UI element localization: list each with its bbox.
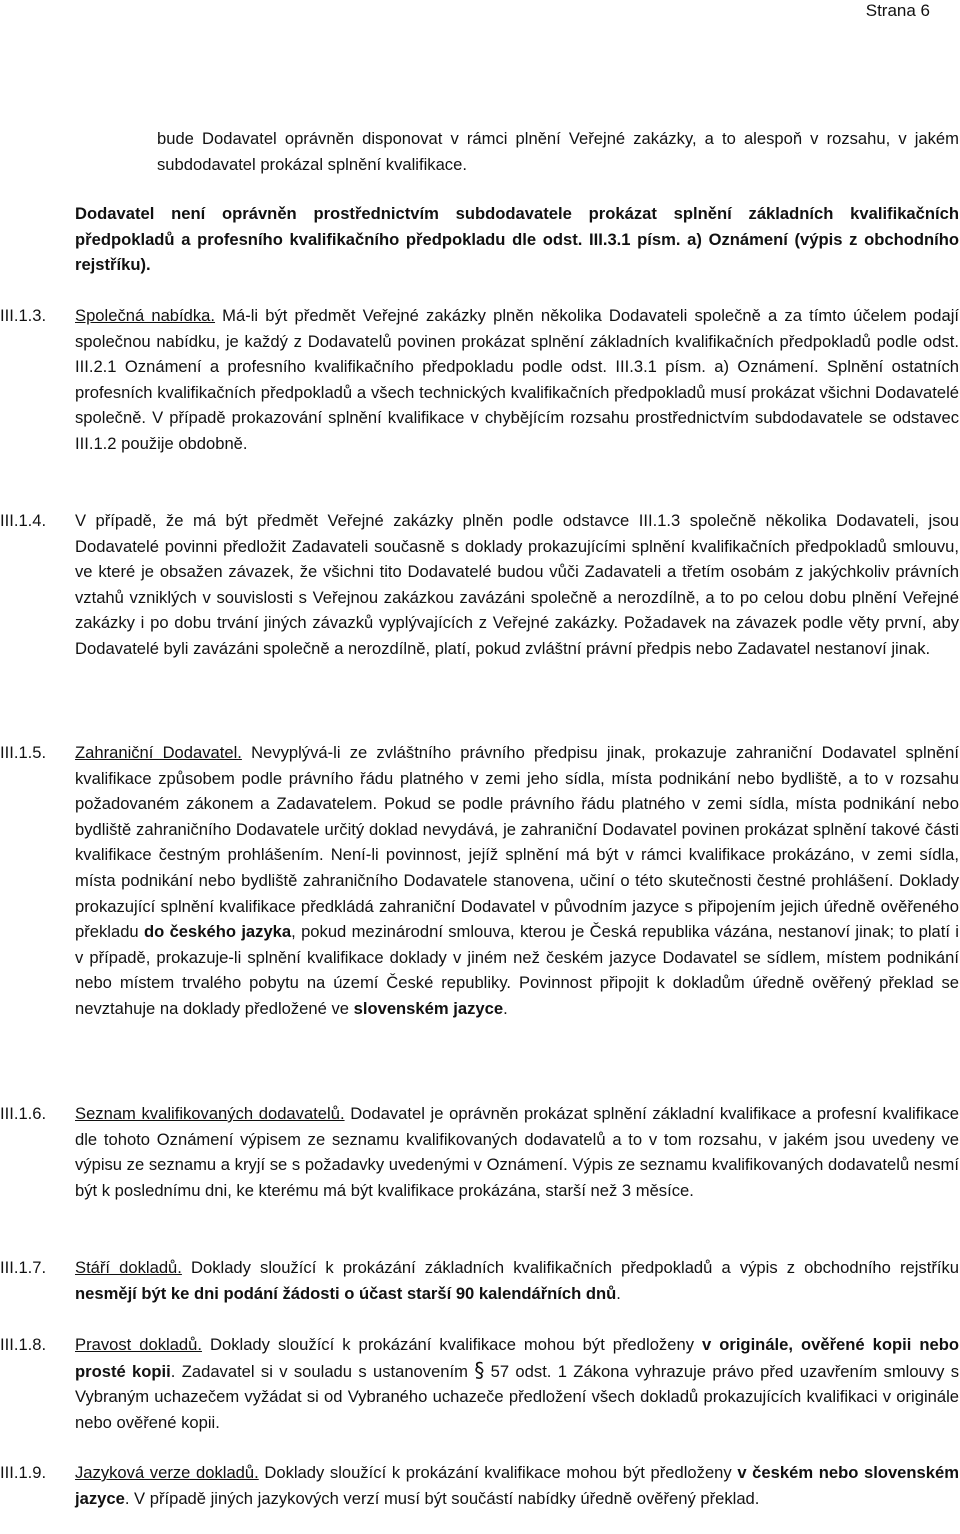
section-title: Zahraniční Dodavatel. <box>75 743 242 762</box>
paragraph-text: bude Dodavatel oprávněn disponovat v rámci plnění Veřejné zakázky, a to alespoň v rozsahu, v jakém subdodavatel prokázal splnění kvalifikace. <box>157 129 959 174</box>
continuation-paragraph <box>157 126 959 177</box>
section-number: III.1.9. <box>0 1463 47 1482</box>
section-bold-text: do českého jazyka <box>143 922 292 942</box>
section-text: 57 odst. 1 Zákona vyhrazuje právo před uzavřením smlouvy s Vybraným uchazečem vyžádat si od Vybraného uchazeče předložení všech dokladů prokazujících kvalifikaci v originále nebo ověřené kopii. <box>75 1361 960 1432</box>
section-foreign-supplier <box>75 740 959 1022</box>
section-bold-text: v originále, ověřené kopii nebo prosté kopii <box>75 1335 960 1381</box>
section-title: Společná nabídka. <box>75 306 216 325</box>
section-text: , pokud mezinárodní smlouva, kterou je Česká republika vázána, nestanoví jinak; to platí i v případě, prokazuje-li splnění kvalifikace doklady v jiném než českém jazyce Dodavatel se sídlem, místem podnikání nebo místem trvalého pobytu na území České republiky. Povinnost připojit k dokladům úředně ověřený překlad se nevztahuje na doklady předložené ve <box>75 922 959 1018</box>
section-number: III.1.5. <box>0 743 47 762</box>
paragraph-text: Dodavatel není oprávněn prostřednictvím subdodavatele prokázat splnění základních kvalifikačních předpokladů a profesního kvalifikačního předpokladu dle odst. III.3.1 písm. a) Oznámení (výpis z obchodního rejstříku). <box>75 204 959 275</box>
section-number: III.1.3. <box>0 306 47 325</box>
section-text: . Zadavatel si v souladu s ustanovením <box>170 1361 475 1381</box>
subcontractor-restriction-paragraph <box>75 201 959 278</box>
section-text: Dodavatel je oprávněn prokázat splnění základní kvalifikace a profesní kvalifikace dle tohoto Oznámení výpisem ze seznamu kvalifikovaných dodavatelů a to v tom rozsahu, v jakém jsou uvedeny ve výpisu ze seznamu a kryjí se s požadavky uvedenými v Oznámení. Výpis ze seznamu kvalifikovaných dodavatelů nesmí být k poslednímu dni, ke kterému má být kvalifikace prokázána, starší než 3 měsíce. <box>75 1104 960 1200</box>
section-text: Má-li být předmět Veřejné zakázky plněn několika Dodavateli společně a za tímto účelem podají společnou nabídku, je každý z Dodavatelů povinen prokázat splnění základních kvalifikačních předpokladů podle odst. III.2.1 Oznámení a profesního kvalifikačního předpokladu podle odst. III.3.1 písm. a) Oznámení. Splnění ostatních profesních kvalifikačních předpokladů a všech technických kvalifikačních předpokladů musí prokázat všichni Dodavatelé společně. V případě prokazování splnění kvalifikace v chybějícím rozsahu prostřednictvím subdodavatele se odstavec III.1.2 použije obdobně. <box>75 306 959 453</box>
section-text: Doklady sloužící k prokázání kvalifikace mohou být předloženy <box>202 1335 702 1354</box>
section-language-version <box>75 1460 959 1511</box>
section-number: III.1.7. <box>0 1258 47 1277</box>
section-number: III.1.8. <box>0 1335 47 1354</box>
section-text: . <box>616 1283 621 1303</box>
section-joint-liability <box>75 508 959 662</box>
section-title: Pravost dokladů. <box>75 1335 202 1354</box>
section-text: Doklady sloužící k prokázání kvalifikace mohou být předloženy <box>258 1463 738 1482</box>
section-title: Stáří dokladů. <box>75 1258 182 1277</box>
section-bold-text: slovenském jazyce <box>353 998 504 1018</box>
section-number: III.1.4. <box>0 511 47 530</box>
section-document-authenticity <box>75 1332 959 1435</box>
section-text: Nevyplývá-li ze zvláštního právního předpisu jinak, prokazuje zahraniční Dodavatel splnění kvalifikace způsobem podle právního řádu platného v zemi jeho sídla, místa podnikání nebo bydliště, a to v rozsahu požadovaném zákonem a Zadavatelem. Pokud se podle právního řádu platného v zemi sídla, místa podnikání nebo bydliště zahraničního Dodavatele určitý doklad nevydává, je zahraniční Dodavatel povinen prokázat splnění takové části kvalifikace čestným prohlášením. Není-li povinnost, jejíž splnění má být v rámci kvalifikace prokázáno, v zemi sídla, místa podnikání nebo bydliště zahraničního Dodavatele stanovena, učiní o této skutečnosti čestné prohlášení. Doklady prokazující splnění kvalifikace předkládá zahraniční Dodavatel v původním jazyce s připojením jejich úředně ověřeného překladu <box>75 743 959 942</box>
section-title: Jazyková verze dokladů. <box>75 1463 259 1482</box>
section-bold-text: nesmějí být ke dni podání žádosti o účast starší 90 kalendářních dnů <box>75 1283 617 1303</box>
section-qualified-suppliers <box>75 1101 959 1203</box>
section-title: Seznam kvalifikovaných dodavatelů. <box>75 1104 345 1123</box>
section-text: V případě, že má být předmět Veřejné zakázky plněn podle odstavce III.1.3 společně několika Dodavateli, jsou Dodavatelé povinni předložit Zadavateli současně s doklady prokazujícími splnění kvalifikačních předpokladů smlouvu, ve které je obsažen závazek, že všichni tito Dodavatelé budou vůči Zadavateli a třetím osobám z jakýchkoliv právních vztahů vzniklých v souvislosti s Veřejnou zakázkou zavázáni společně a nerozdílně, a to po celou dobu plnění Veřejné zakázky i po dobu trvání jiných závazků vyplývajících z Veřejné zakázky. Požadavek na závazek podle věty první, aby Dodavatelé byli zavázáni společně a nerozdílně, platí, pokud zvláštní právní předpis nebo Zadavatel nestanoví jinak. <box>75 511 959 658</box>
section-text: . V případě jiných jazykových verzí musí být součástí nabídky úředně ověřený překlad. <box>124 1488 760 1508</box>
section-sign: § <box>474 1357 485 1382</box>
section-bold-text: v českém nebo slovenském jazyce <box>75 1463 959 1508</box>
section-document-age <box>75 1255 959 1306</box>
section-text: Doklady sloužící k prokázání základních kvalifikačních předpokladů a výpis z obchodního rejstříku <box>181 1258 960 1277</box>
page-number: Strana 6 <box>865 1 930 20</box>
section-text: . <box>503 998 508 1018</box>
section-number: III.1.6. <box>0 1104 47 1123</box>
section-joint-bid <box>75 303 959 457</box>
